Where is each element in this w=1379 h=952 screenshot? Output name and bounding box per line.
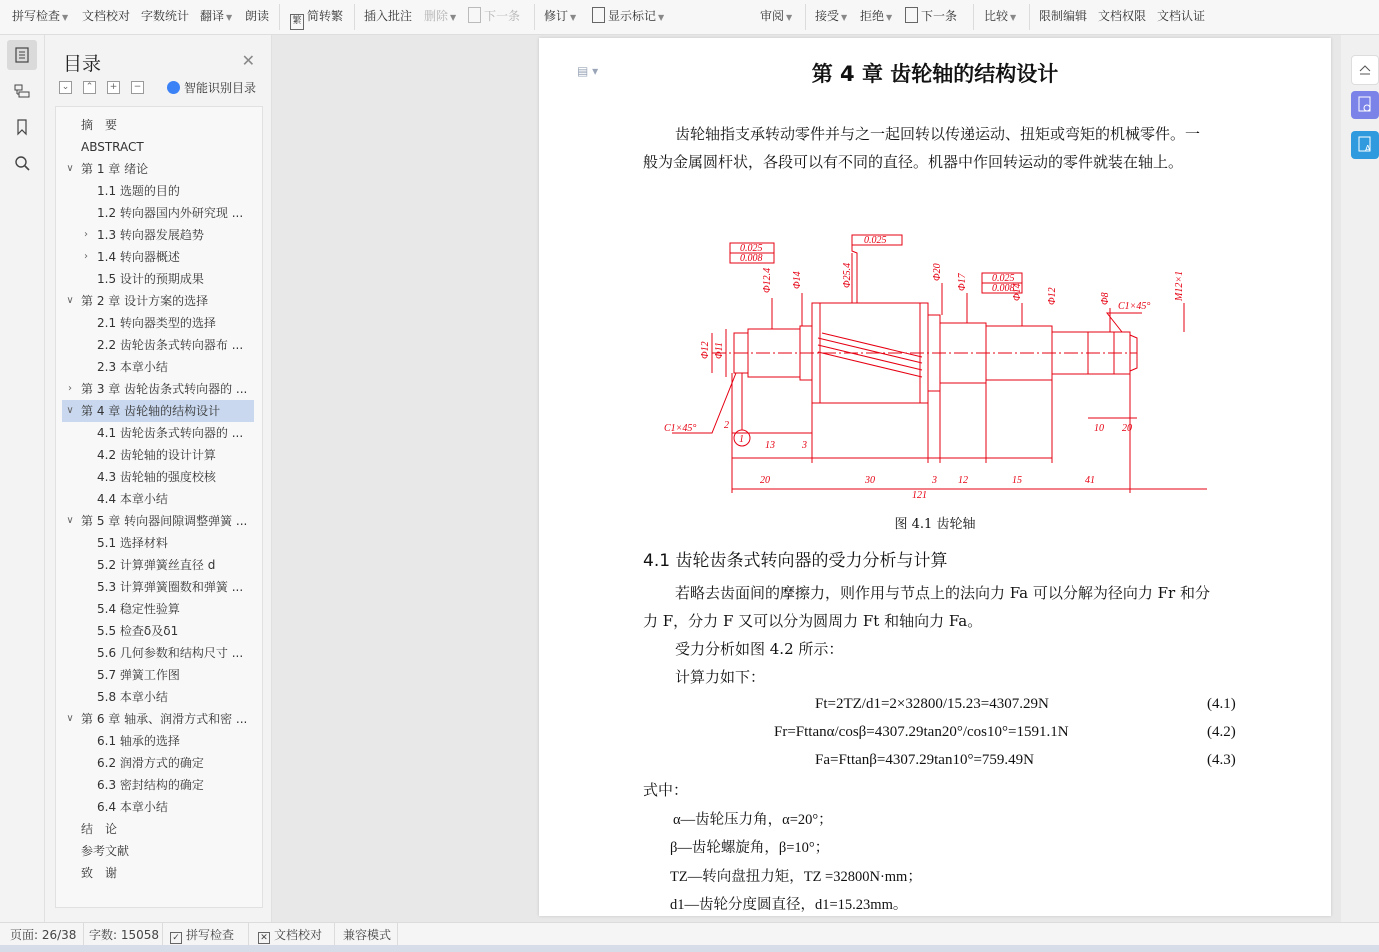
toc-item[interactable] — [56, 554, 262, 576]
expand-up-icon[interactable]: ⌃ — [83, 81, 96, 94]
equation-3-number: (4.3) — [1207, 752, 1236, 768]
bookmark-button[interactable] — [7, 112, 37, 142]
dia-3: Φ12.4 — [762, 267, 773, 293]
chevron-down-icon[interactable]: ∨ — [66, 515, 74, 526]
convert-icon: 繁 — [290, 14, 304, 30]
compare-button[interactable]: 比较 ▼ — [984, 9, 1017, 23]
dia-8: Φ14 — [1012, 283, 1023, 301]
toc-item-label: 6.1 轴承的选择 — [97, 734, 180, 748]
toc-item[interactable] — [56, 818, 262, 840]
dim-left-3: 3 — [802, 440, 807, 451]
search-button[interactable] — [7, 148, 37, 178]
intro-line-1: 齿轮轴指支承转动零件并与之一起回转以传递运动、扭矩或弯矩的机械零件。一 — [675, 125, 1201, 143]
toc-item-label: 2.3 本章小结 — [97, 360, 168, 374]
bottom-strip — [0, 945, 1379, 952]
dia-4: Φ14 — [792, 271, 803, 289]
toc-list — [55, 106, 263, 908]
symbol-alpha: α—齿轮压力角，α=20°； — [673, 812, 833, 828]
toc-item-label: 5.1 选择材料 — [97, 536, 168, 550]
toc-item-label: 5.4 稳定性验算 — [97, 602, 180, 616]
compat-mode: 兼容模式 — [343, 928, 392, 942]
translate-doc-button[interactable] — [1351, 131, 1379, 159]
collapse-panel-button[interactable] — [1351, 55, 1379, 85]
toc-item-label: 6.2 润滑方式的确定 — [97, 756, 204, 770]
p1-line-2: 力 F，分力 F 又可以分为圆周力 Ft 和轴向力 Fa。 — [643, 612, 983, 630]
dim-3: 3 — [932, 475, 937, 486]
toc-panel — [45, 35, 272, 922]
dim-total: 121 — [912, 490, 927, 501]
toc-item[interactable] — [56, 114, 262, 136]
svg-text:A: A — [1365, 144, 1371, 153]
insert-comment-button[interactable]: 插入批注 — [364, 9, 413, 23]
status-proofread[interactable]: ✕ 文档校对 — [258, 926, 322, 944]
symbol-beta: β—齿轮螺旋角，β=10°； — [670, 840, 830, 856]
remove-heading-icon[interactable]: − — [131, 81, 144, 94]
toc-item[interactable] — [56, 488, 262, 510]
toc-item[interactable] — [56, 840, 262, 862]
dim-right-10: 10 — [1094, 423, 1104, 434]
toc-item-label: 6.4 本章小结 — [97, 800, 168, 814]
toc-item-label: 第 6 章 轴承、润滑方式和密 ... — [81, 712, 248, 726]
p3: 计算力如下： — [675, 668, 766, 686]
chapter-title: 第 4 章 齿轮轴的结构设计 — [811, 62, 1059, 86]
toc-item[interactable] — [56, 532, 262, 554]
toc-item-label: 4.3 齿轮轴的强度校核 — [97, 470, 216, 484]
toc-panel-button[interactable] — [7, 40, 37, 70]
toc-item[interactable] — [62, 400, 254, 422]
translate-doc-icon — [1351, 131, 1379, 159]
review-button[interactable]: 审阅 ▼ — [760, 9, 793, 23]
toc-title: 目录 — [63, 53, 102, 75]
toc-item[interactable] — [56, 202, 262, 224]
word-count[interactable]: 字数: 15058 — [89, 928, 160, 942]
toc-item-label: 1.4 转向器概述 — [97, 250, 180, 264]
toc-item-label: 致 谢 — [81, 866, 118, 880]
toc-item-label: 5.6 几何参数和结构尺寸 ... — [97, 646, 244, 660]
toc-item-label: 5.3 计算弹簧圈数和弹簧 ... — [97, 580, 244, 594]
dia-5: Φ25.4 — [842, 262, 853, 288]
dia-10: Φ8 — [1100, 292, 1111, 305]
toc-item[interactable] — [56, 312, 262, 334]
toc-item-label: 1.3 转向器发展趋势 — [97, 228, 204, 242]
dim-12: 12 — [958, 475, 968, 486]
toc-item[interactable] — [56, 290, 262, 312]
toc-item-label: 4.4 本章小结 — [97, 492, 168, 506]
toc-item[interactable] — [56, 598, 262, 620]
toc-item[interactable] — [56, 730, 262, 752]
toc-item[interactable] — [56, 708, 262, 730]
equation-1-number: (4.1) — [1207, 696, 1236, 712]
chevron-down-icon[interactable]: ∨ — [66, 405, 74, 416]
toc-item-label: 第 5 章 转向器间隙调整弹簧 ... — [81, 514, 248, 528]
chevron-down-icon[interactable]: ∨ — [66, 295, 74, 306]
toc-item-label: 第 1 章 绪论 — [81, 162, 149, 176]
tolerance-b: 0.008 — [740, 253, 763, 264]
toc-item[interactable] — [56, 444, 262, 466]
chevron-right-icon[interactable]: › — [84, 229, 88, 240]
toc-item[interactable] — [56, 862, 262, 884]
toc-item[interactable] — [56, 224, 262, 246]
accept-button[interactable]: 接受 ▼ — [815, 9, 848, 23]
navigation-icon — [13, 82, 31, 100]
section-title: 4.1 齿轮齿条式转向器的受力分析与计算 — [643, 551, 948, 571]
check-icon: ✓ — [170, 932, 182, 944]
toc-item-label: 2.2 齿轮齿条式转向器布 ... — [97, 338, 244, 352]
toc-item[interactable] — [56, 664, 262, 686]
readaloud-button[interactable]: 朗读 — [245, 9, 270, 23]
translate-button[interactable]: 翻译 ▼ — [200, 9, 233, 23]
toc-item-label: 1.5 设计的预期成果 — [97, 272, 204, 286]
dim-41: 41 — [1085, 475, 1095, 486]
tolerance-d: 0.025 — [992, 273, 1015, 284]
toc-item-label: 6.3 密封结构的确定 — [97, 778, 204, 792]
dia-1: Φ12 — [700, 341, 711, 359]
dia-7: Φ17 — [957, 273, 968, 291]
p1-line-1: 若略去齿面间的摩擦力，则作用与节点上的法向力 Fa 可以分解为径向力 Fr 和分 — [675, 584, 1210, 602]
toc-item[interactable] — [56, 136, 262, 158]
document-page — [539, 38, 1331, 916]
toc-item-label: 5.5 检查δ及δ1 — [97, 624, 179, 638]
page-indicator[interactable]: 页面: 26/38 — [10, 928, 77, 942]
next-change-button[interactable]: 下一条 — [905, 6, 957, 26]
where-label: 式中： — [643, 781, 689, 799]
chamfer-right-label: C1×45° — [1118, 301, 1151, 312]
proofread-button[interactable]: 文档校对 — [82, 9, 131, 23]
spellcheck-button[interactable]: 拼写检查 ▼ — [12, 9, 69, 23]
chevron-right-icon[interactable]: › — [84, 251, 88, 262]
show-marks-icon — [592, 7, 605, 23]
symbol-tz: TZ—转向盘扭力矩，TZ =32800N·mm； — [670, 869, 922, 885]
toc-item-label: 1.2 转向器国内外研究现 ... — [97, 206, 244, 220]
toc-item[interactable] — [56, 642, 262, 664]
right-rail — [1341, 35, 1379, 922]
toc-item[interactable] — [56, 466, 262, 488]
toc-item[interactable] — [56, 356, 262, 378]
doc-search-button[interactable] — [1351, 91, 1379, 119]
document-options-icon[interactable]: ▤ ▾ — [577, 64, 599, 78]
tolerance-c: 0.025 — [864, 235, 887, 246]
show-marks-button[interactable]: 显示标记 ▼ — [592, 6, 664, 26]
toc-item[interactable] — [56, 334, 262, 356]
gear-shaft-drawing — [652, 193, 1185, 503]
toc-item-label: 2.1 转向器类型的选择 — [97, 316, 216, 330]
status-spellcheck[interactable]: ✓ 拼写检查 — [170, 926, 234, 944]
toc-item-label: 5.8 本章小结 — [97, 690, 168, 704]
toc-item-label: ABSTRACT — [81, 140, 144, 154]
chamfer-left-label: C1×45° — [664, 423, 697, 434]
doc-search-icon — [1351, 91, 1379, 119]
dim-20: 20 — [760, 475, 770, 486]
toc-item-label: 参考文献 — [81, 844, 130, 858]
navigation-button[interactable] — [7, 76, 37, 106]
dim-left-13: 13 — [765, 440, 775, 451]
next-comment-button[interactable]: 下一条 — [468, 6, 520, 26]
smart-toc-icon — [167, 81, 180, 94]
datum-label: 1 — [739, 434, 744, 445]
proof-icon: ✕ — [258, 932, 270, 944]
chevron-down-icon[interactable]: ∨ — [66, 713, 74, 724]
p2: 受力分析如图 4.2 所示： — [675, 640, 844, 658]
dim-right-20: 20 — [1122, 423, 1132, 434]
toc-item[interactable] — [56, 774, 262, 796]
toc-item[interactable] — [56, 796, 262, 818]
doc-permission-button[interactable]: 文档权限 — [1098, 9, 1147, 23]
toc-item-label: 5.2 计算弹簧丝直径 d — [97, 558, 216, 572]
toc-item-label: 4.2 齿轮轴的设计计算 — [97, 448, 216, 462]
smart-toc-button[interactable]: 智能识别目录 — [167, 79, 256, 96]
dia-6: Φ20 — [932, 263, 943, 281]
dim-30: 30 — [865, 475, 875, 486]
dia-9: Φ12 — [1047, 287, 1058, 305]
next-change-icon — [905, 7, 918, 23]
dia-2: Φ11 — [714, 342, 725, 359]
toc-item-label: 第 4 章 齿轮轴的结构设计 — [81, 404, 221, 418]
toc-item[interactable] — [56, 510, 262, 532]
dim-15: 15 — [1012, 475, 1022, 486]
tolerance-e: 0.008 — [992, 283, 1015, 294]
toc-item-label: 5.7 弹簧工作图 — [97, 668, 180, 682]
delete-comment-button[interactable]: 删除 ▼ — [424, 9, 457, 23]
wordcount-button[interactable]: 字数统计 — [141, 9, 190, 23]
left-rail — [0, 35, 45, 922]
equation-1: Ft=2TZ/d1=2×32800/15.23=4307.29N — [815, 696, 1049, 712]
collapse-all-icon[interactable]: ⌄ — [59, 81, 72, 94]
restrict-edit-button[interactable]: 限制编辑 — [1039, 9, 1088, 23]
close-icon[interactable]: ✕ — [241, 51, 255, 70]
bookmark-icon — [13, 118, 31, 136]
toc-item[interactable] — [56, 378, 262, 400]
toc-item[interactable] — [56, 268, 262, 290]
add-heading-icon[interactable]: + — [107, 81, 120, 94]
toc-item[interactable] — [56, 246, 262, 268]
next-comment-icon — [468, 7, 481, 23]
dia-11: M12×1 — [1174, 270, 1185, 301]
collapse-up-icon — [1352, 56, 1378, 82]
toc-item[interactable] — [56, 422, 262, 444]
status-bar — [0, 922, 1379, 945]
toc-item[interactable] — [56, 620, 262, 642]
toc-item[interactable] — [56, 576, 262, 598]
toc-icon — [13, 46, 31, 64]
ribbon-toolbar — [0, 0, 1379, 35]
tolerance-a: 0.025 — [740, 243, 763, 254]
reject-button[interactable]: 拒绝 ▼ — [860, 9, 893, 23]
equation-2: Fr=Fttanα/cosβ=4307.29tan20°/cos10°=1591.1N — [774, 724, 1069, 740]
toc-item-label: 结 论 — [81, 822, 118, 836]
toc-item-label: 摘 要 — [81, 118, 118, 132]
figure-caption: 图 4.1 齿轮轴 — [894, 517, 976, 532]
toc-item[interactable] — [56, 686, 262, 708]
equation-3: Fa=Fttanβ=4307.29tan10°=759.49N — [815, 752, 1035, 768]
equation-2-number: (4.2) — [1207, 724, 1236, 740]
chevron-down-icon[interactable]: ∨ — [66, 163, 74, 174]
revise-button[interactable]: 修订 ▼ — [544, 9, 577, 23]
dim-left-2: 2 — [724, 420, 729, 431]
intro-line-2: 般为金属圆杆状，各段可以有不同的直径。机器中作回转运动的零件就装在轴上。 — [643, 153, 1184, 171]
symbol-d1: d1—齿轮分度圆直径，d1=15.23mm。 — [670, 897, 908, 913]
toc-item[interactable] — [56, 180, 262, 202]
search-icon — [13, 154, 31, 172]
toc-item-label: 第 3 章 齿轮齿条式转向器的 ... — [81, 382, 248, 396]
doc-cert-button[interactable]: 文档认证 — [1157, 9, 1206, 23]
chevron-right-icon[interactable]: › — [68, 383, 72, 394]
convert-button[interactable]: 繁 简转繁 — [290, 6, 343, 26]
toc-item[interactable] — [56, 752, 262, 774]
toc-item[interactable] — [56, 158, 262, 180]
toc-item-label: 4.1 齿轮齿条式转向器的 ... — [97, 426, 244, 440]
toc-item-label: 第 2 章 设计方案的选择 — [81, 294, 209, 308]
toc-item-label: 1.1 选题的目的 — [97, 184, 180, 198]
